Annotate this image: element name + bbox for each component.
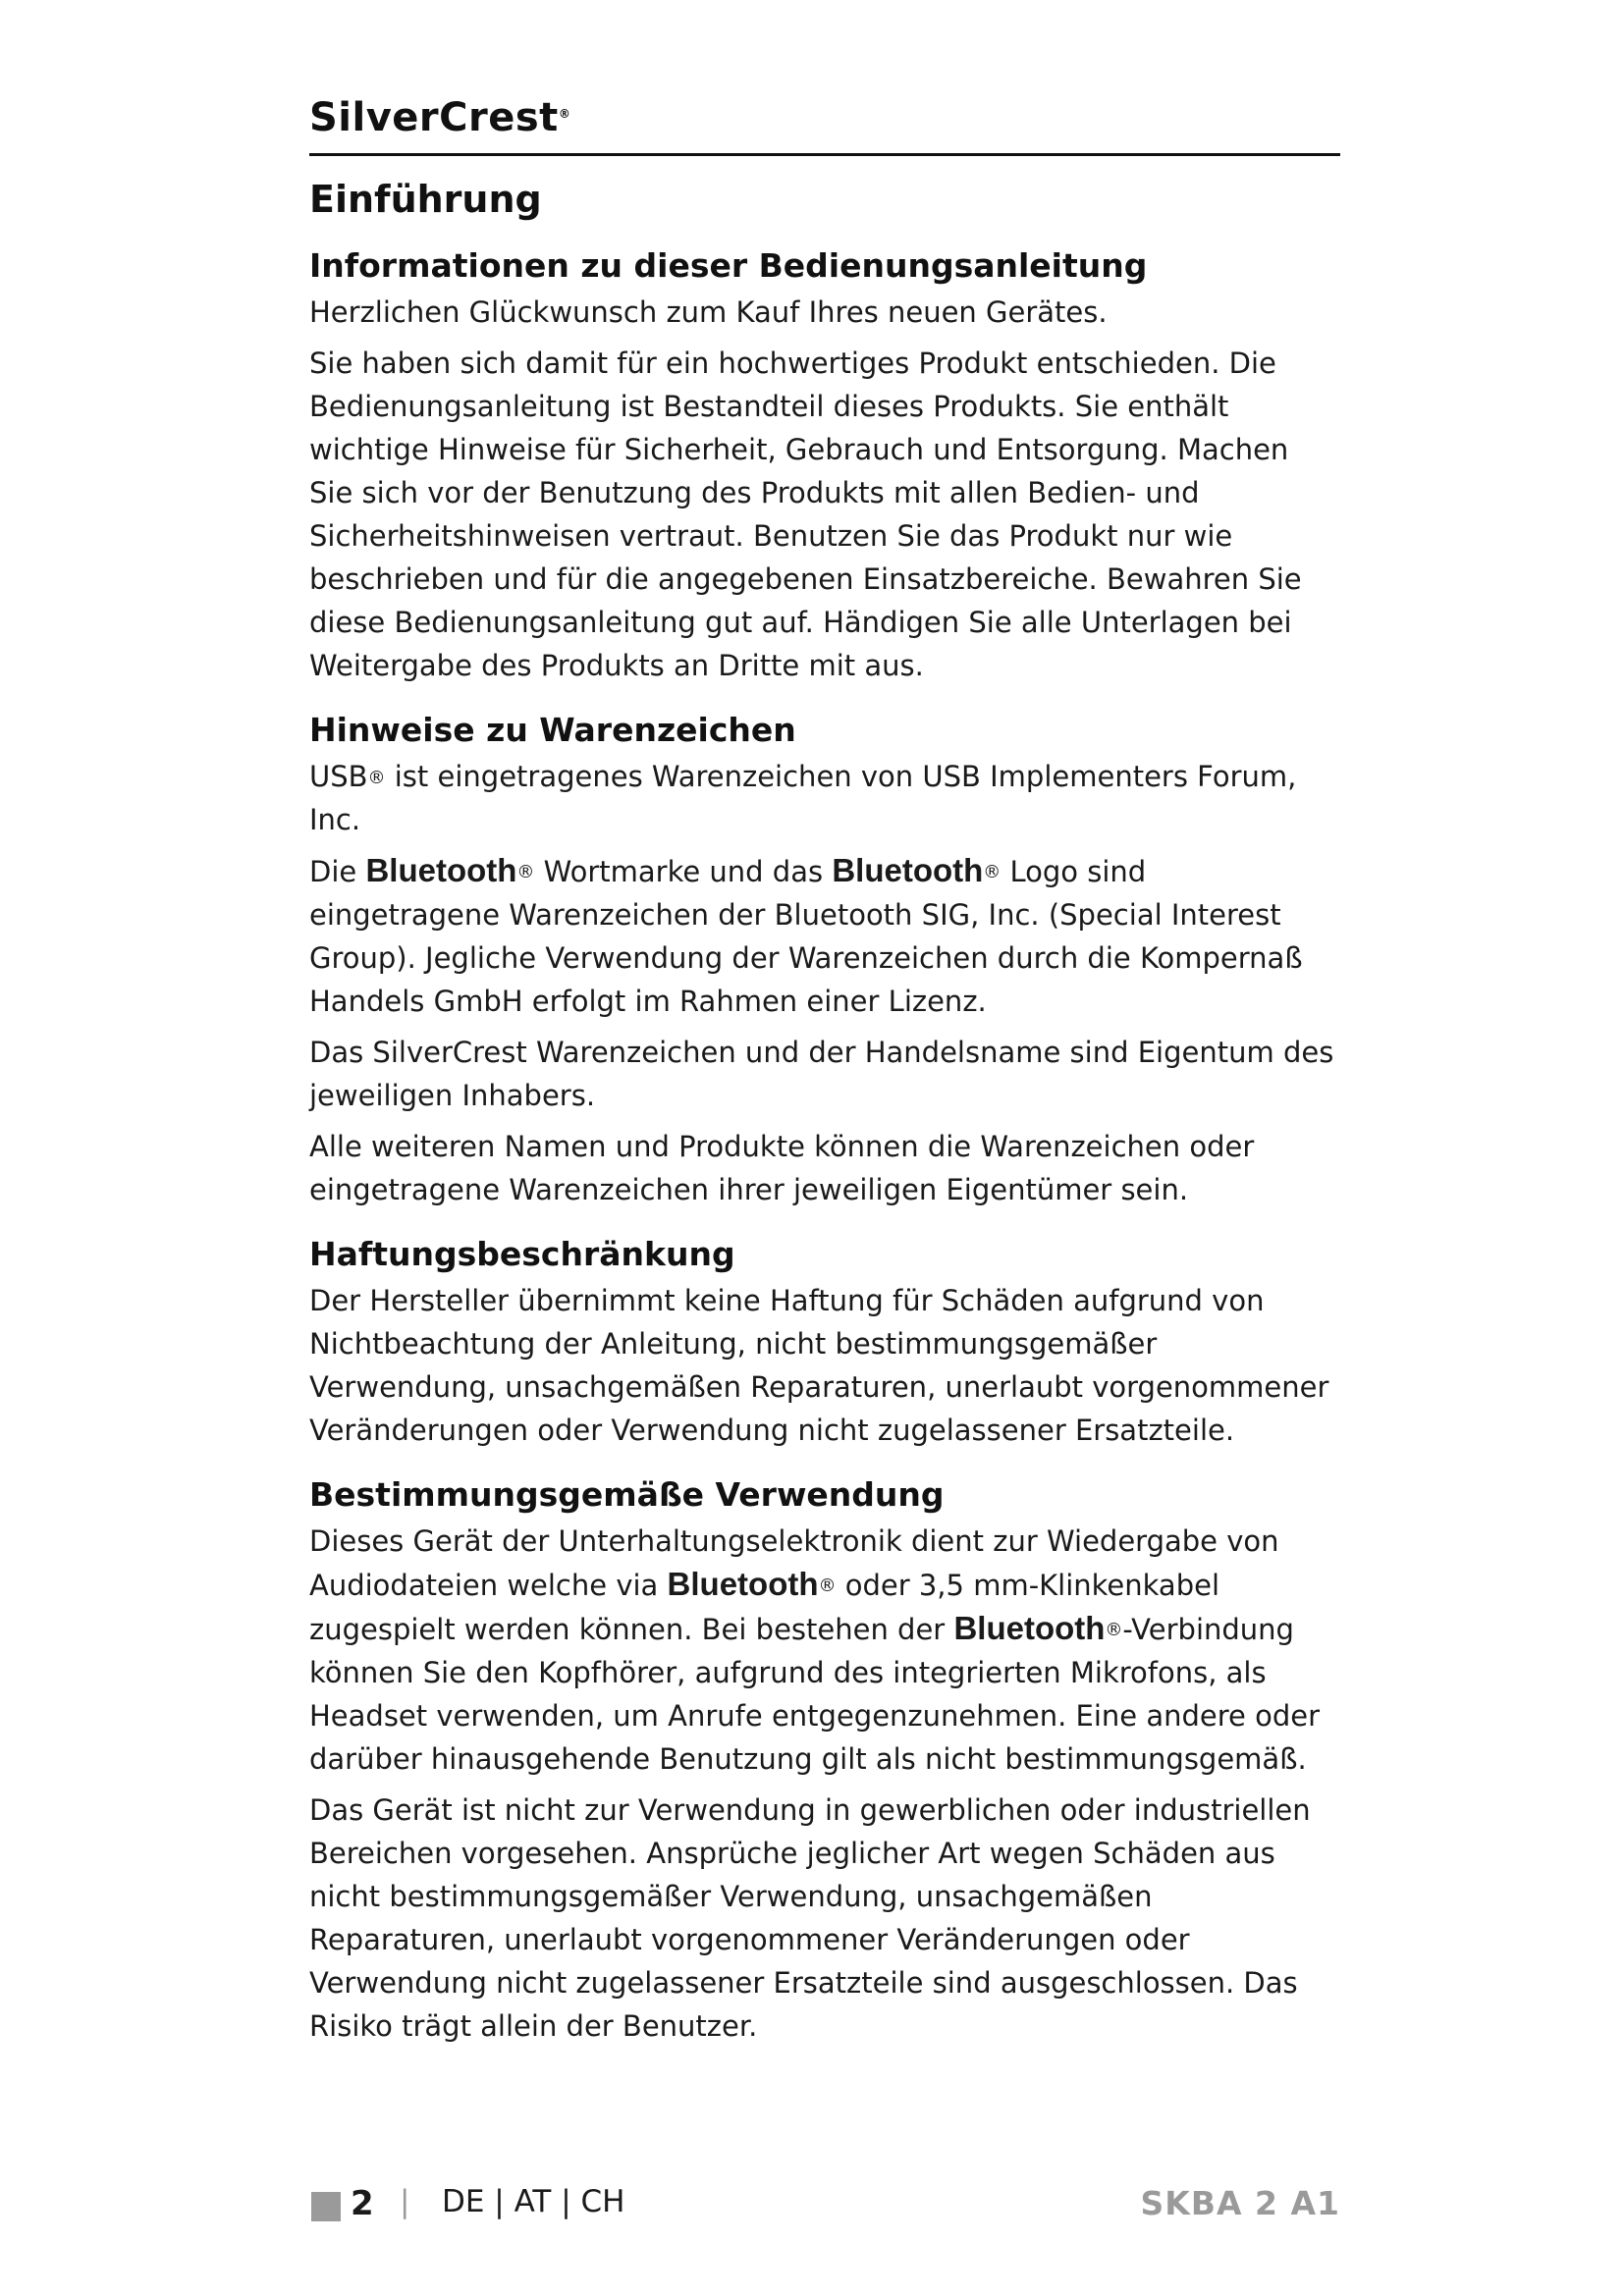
manual-page <box>309 88 1340 2056</box>
section-title-info: Informationen zu dieser Bedienungsanleitung <box>309 246 1148 285</box>
page-number: 2 <box>351 2184 374 2223</box>
paragraph: Herzlichen Glückwunsch zum Kauf Ihres neuen Gerätes. <box>309 295 1108 329</box>
page-title: Einführung <box>309 178 542 221</box>
section-title-intended-use: Bestimmungsgemäße Verwendung <box>309 1475 945 1514</box>
header-rule <box>309 153 1340 156</box>
section-title-trademarks: Hinweise zu Warenzeichen <box>309 711 796 749</box>
brand-logo: SilverCrest® <box>309 95 571 140</box>
bluetooth-wordmark: Bluetooth <box>832 852 984 888</box>
bluetooth-wordmark: Bluetooth <box>667 1566 819 1602</box>
bluetooth-wordmark: Bluetooth <box>365 852 517 888</box>
page-marker-square <box>311 2192 341 2221</box>
paragraph: Sie haben sich damit für ein hochwertiges Produkt entschieden. Die Bedienungsanleitung ist Bestandteil dieses Produkts. Sie enthält wichtige Hinweise für Sicherheit, Gebrauch und Entsorgung. Machen Sie sich vor der Benutzung des Produkts mit allen Bedien- und Sicherheitshinweisen vertraut. Benutzen Sie das Produkt nur wie beschrieben und für die angegebenen Einsatzbereiche. Bewahren Sie diese Bedienungsanleitung gut auf. Händigen Sie alle Unterlagen bei Weitergabe des Produkts an Dritte mit aus. <box>309 347 1302 682</box>
paragraph: Das Gerät ist nicht zur Verwendung in gewerblichen oder industriellen Bereichen vorgesehen. Ansprüche jeglicher Art wegen Schäden aus nicht bestimmungsgemäßer Verwendung, unsachgemäßen Reparaturen, unerlaubt vorgenommener Veränderungen oder Verwendung nicht zugelassener Ersatzteile sind ausgeschlossen. Das Risiko trägt allein der Benutzer. <box>309 1793 1311 2043</box>
language-codes: DE | AT | CH <box>442 2184 625 2219</box>
paragraph: Dieses Gerät der Unterhaltungselektronik dient zur Wiedergabe von Audiodateien welche via Bluetooth® oder 3,5 mm-Klinkenkabel zugespielt werden können. Bei bestehen der Bluetooth®-Verbindung können Sie den Kopfhörer, aufgrund des integrierten Mikrofons, als Headset verwenden, um Anrufe entgegenzunehmen. Eine andere oder darüber hinausgehende Benutzung gilt als nicht bestimmungsgemäß. <box>309 1524 1321 1776</box>
section-title-liability: Haftungsbeschränkung <box>309 1235 735 1273</box>
footer-separator: | <box>400 2184 410 2219</box>
paragraph: Die Bluetooth® Wortmarke und das Bluetooth® Logo sind eingetragene Warenzeichen der Bluetooth SIG, Inc. (Special Interest Group). Jegliche Verwendung der Warenzeichen durch die Kompernaß Handels GmbH erfolgt im Rahmen einer Lizenz. <box>309 852 1303 1018</box>
model-number: SKBA 2 A1 <box>1140 2184 1340 2222</box>
paragraph: Der Hersteller übernimmt keine Haftung für Schäden aufgrund von Nichtbeachtung der Anleitung, nicht bestimmungsgemäßer Verwendung, unsachgemäßen Reparaturen, unerlaubt vorgenommener Veränderungen oder Verwendung nicht zugelassener Ersatzteile. <box>309 1284 1329 1447</box>
paragraph: Das SilverCrest Warenzeichen und der Handelsname sind Eigentum des jeweiligen Inhabers. <box>309 1036 1334 1112</box>
page-footer <box>309 2184 1340 2233</box>
bluetooth-wordmark: Bluetooth <box>953 1610 1106 1646</box>
paragraph: USB® ist eingetragenes Warenzeichen von USB Implementers Forum, Inc. <box>309 760 1297 836</box>
paragraph: Alle weiteren Namen und Produkte können die Warenzeichen oder eingetragene Warenzeichen ihrer jeweiligen Eigentümer sein. <box>309 1130 1255 1206</box>
